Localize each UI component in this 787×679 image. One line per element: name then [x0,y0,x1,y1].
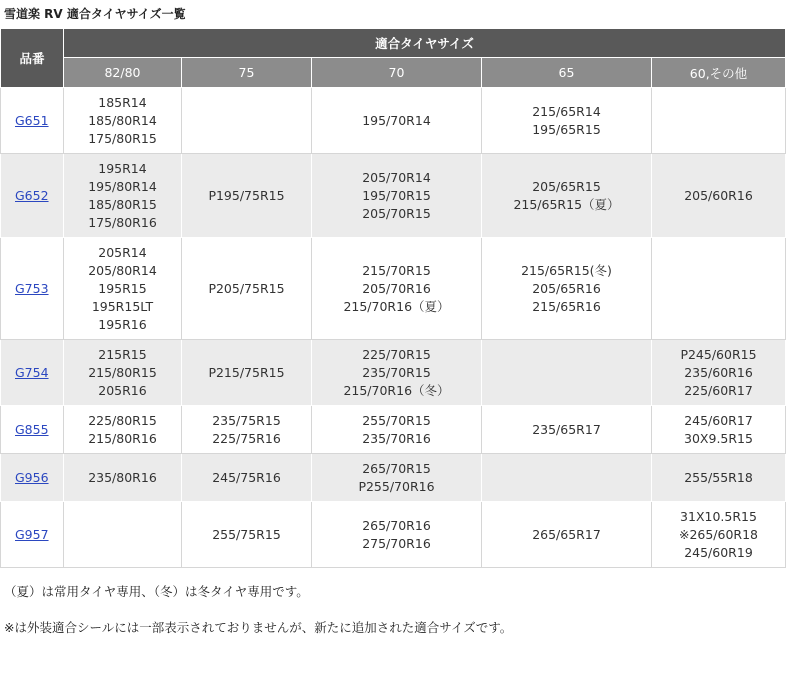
tire-size-table [0,28,786,568]
column-header-82-80: 82/80 [64,58,182,88]
tire-size-cell [64,154,182,238]
tire-size-text: 205/80R14 [88,262,157,278]
tire-size-text: 195/80R14 [88,178,157,194]
tire-size-text: 31X10.5R15 [680,508,757,524]
tire-size-text: 255/55R18 [684,469,753,485]
tire-size-text: 175/80R16 [88,214,157,230]
tire-size-text: 215R15 [98,346,147,362]
table-row [1,502,786,568]
tire-size-text: 235/65R17 [532,421,601,437]
tire-size-text: 215/70R15 [362,262,431,278]
tire-size-cell [652,238,786,340]
tire-size-cell [482,340,652,406]
tire-size-text: 225/70R15 [362,346,431,362]
model-cell [1,502,64,568]
tire-size-text: 205R16 [98,382,147,398]
tire-size-cell [182,154,312,238]
tire-size-text: 215/65R14 [532,103,601,119]
tire-size-cell [482,502,652,568]
column-header-70: 70 [312,58,482,88]
tire-size-text: 205/65R15 [532,178,601,194]
tire-size-cell [182,340,312,406]
model-cell [1,340,64,406]
model-link-g652[interactable]: G652 [15,187,49,203]
tire-size-text: P205/75R15 [208,280,285,296]
tire-size-text: 255/75R15 [212,526,281,542]
tire-size-cell [182,406,312,454]
model-link-g754[interactable]: G754 [15,364,49,380]
column-header-75: 75 [182,58,312,88]
tire-size-cell [312,454,482,502]
tire-size-cell [64,340,182,406]
model-link-g956[interactable]: G956 [15,469,49,485]
model-link-g753[interactable]: G753 [15,280,49,296]
model-cell [1,154,64,238]
tire-size-cell [652,88,786,154]
tire-size-text: 235/75R15 [212,412,281,428]
tire-size-cell [652,406,786,454]
model-cell [1,454,64,502]
tire-size-text: 215/65R15(冬) [521,262,612,278]
tire-size-cell [312,238,482,340]
tire-size-cell [182,454,312,502]
tire-size-text: 245/75R16 [212,469,281,485]
tire-size-cell [482,154,652,238]
tire-size-text: 205/70R15 [362,205,431,221]
tire-size-text: 205/65R16 [532,280,601,296]
tire-size-cell [64,406,182,454]
table-row [1,238,786,340]
table-row [1,88,786,154]
tire-size-text: 215/80R16 [88,430,157,446]
tire-size-text: 225/80R15 [88,412,157,428]
tire-size-text: 225/60R17 [684,382,753,398]
tire-size-text: 235/70R16 [362,430,431,446]
tire-size-cell [312,88,482,154]
tire-size-text: 235/60R16 [684,364,753,380]
tire-size-text: 215/80R15 [88,364,157,380]
tire-size-text: 255/70R15 [362,412,431,428]
tire-size-text: 185/80R15 [88,196,157,212]
tire-size-cell [482,238,652,340]
tire-size-text: 205/70R16 [362,280,431,296]
tire-size-text: 195/65R15 [532,121,601,137]
header-model: 品番 [1,29,64,88]
tire-size-text: 185/80R14 [88,112,157,128]
tire-size-cell [652,340,786,406]
note-asterisk: ※は外装適合シールには一部表示されておりませんが、新たに追加された適合サイズです。 [4,620,513,635]
tire-size-text: 215/65R16 [532,298,601,314]
tire-size-text: 195R16 [98,316,147,332]
tire-size-cell [652,154,786,238]
tire-size-cell [482,406,652,454]
tire-size-text: 30X9.5R15 [684,430,753,446]
tire-size-text: 225/75R16 [212,430,281,446]
tire-size-text: P255/70R16 [358,478,435,494]
model-cell [1,238,64,340]
tire-size-text: 275/70R16 [362,535,431,551]
tire-size-text: P215/75R15 [208,364,285,380]
column-header-60-other: 60,その他 [652,58,786,88]
table-row [1,154,786,238]
table-row [1,340,786,406]
tire-size-text: 195R14 [98,160,147,176]
tire-size-cell [64,238,182,340]
table-row [1,406,786,454]
page-title: 雪道楽 RV 適合タイヤサイズ一覧 [4,7,186,21]
tire-size-cell [64,88,182,154]
tire-size-cell [312,502,482,568]
tire-size-cell [312,406,482,454]
table-body [1,88,786,568]
tire-size-text: 265/70R16 [362,517,431,533]
tire-size-text: 235/80R16 [88,469,157,485]
tire-size-cell [652,454,786,502]
tire-size-cell [652,502,786,568]
tire-size-text: 215/70R16（夏） [343,298,450,314]
header-row-group [1,29,786,58]
tire-size-text: 195/70R15 [362,187,431,203]
model-link-g855[interactable]: G855 [15,421,49,437]
tire-size-text: 205/60R16 [684,187,753,203]
model-link-g957[interactable]: G957 [15,526,49,542]
tire-size-text: 215/70R16（冬） [343,382,450,398]
header-row-columns [1,58,786,88]
notes [4,583,512,655]
model-cell [1,88,64,154]
model-cell [1,406,64,454]
tire-size-cell [64,454,182,502]
tire-size-text: 205/70R14 [362,169,431,185]
tire-size-text: 235/70R15 [362,364,431,380]
tire-size-text: 245/60R17 [684,412,753,428]
header-compatible-sizes: 適合タイヤサイズ [64,29,786,58]
tire-size-text: 195R15LT [91,298,154,314]
tire-size-cell [182,238,312,340]
tire-size-text: 175/80R15 [88,130,157,146]
tire-size-text: 265/70R15 [362,460,431,476]
tire-size-text: 245/60R19 [684,544,753,560]
tire-size-text: 195R15 [98,280,147,296]
tire-size-text: 195/70R14 [362,112,431,128]
tire-size-cell [182,502,312,568]
tire-size-text: P245/60R15 [680,346,757,362]
tire-size-cell [182,88,312,154]
tire-size-text: 215/65R15（夏） [513,196,620,212]
tire-size-cell [312,154,482,238]
model-link-g651[interactable]: G651 [15,112,49,128]
tire-size-text: 205R14 [98,244,147,260]
table-row [1,454,786,502]
tire-size-text: 185R14 [98,94,147,110]
tire-size-cell [64,502,182,568]
tire-size-text: P195/75R15 [208,187,285,203]
tire-size-cell [482,88,652,154]
tire-size-cell [482,454,652,502]
tire-size-cell [312,340,482,406]
tire-size-text: ※265/60R18 [678,526,759,542]
tire-size-text: 265/65R17 [532,526,601,542]
column-header-65: 65 [482,58,652,88]
note-summer-winter: （夏）は常用タイヤ専用、（冬）は冬タイヤ専用です。 [4,584,309,599]
